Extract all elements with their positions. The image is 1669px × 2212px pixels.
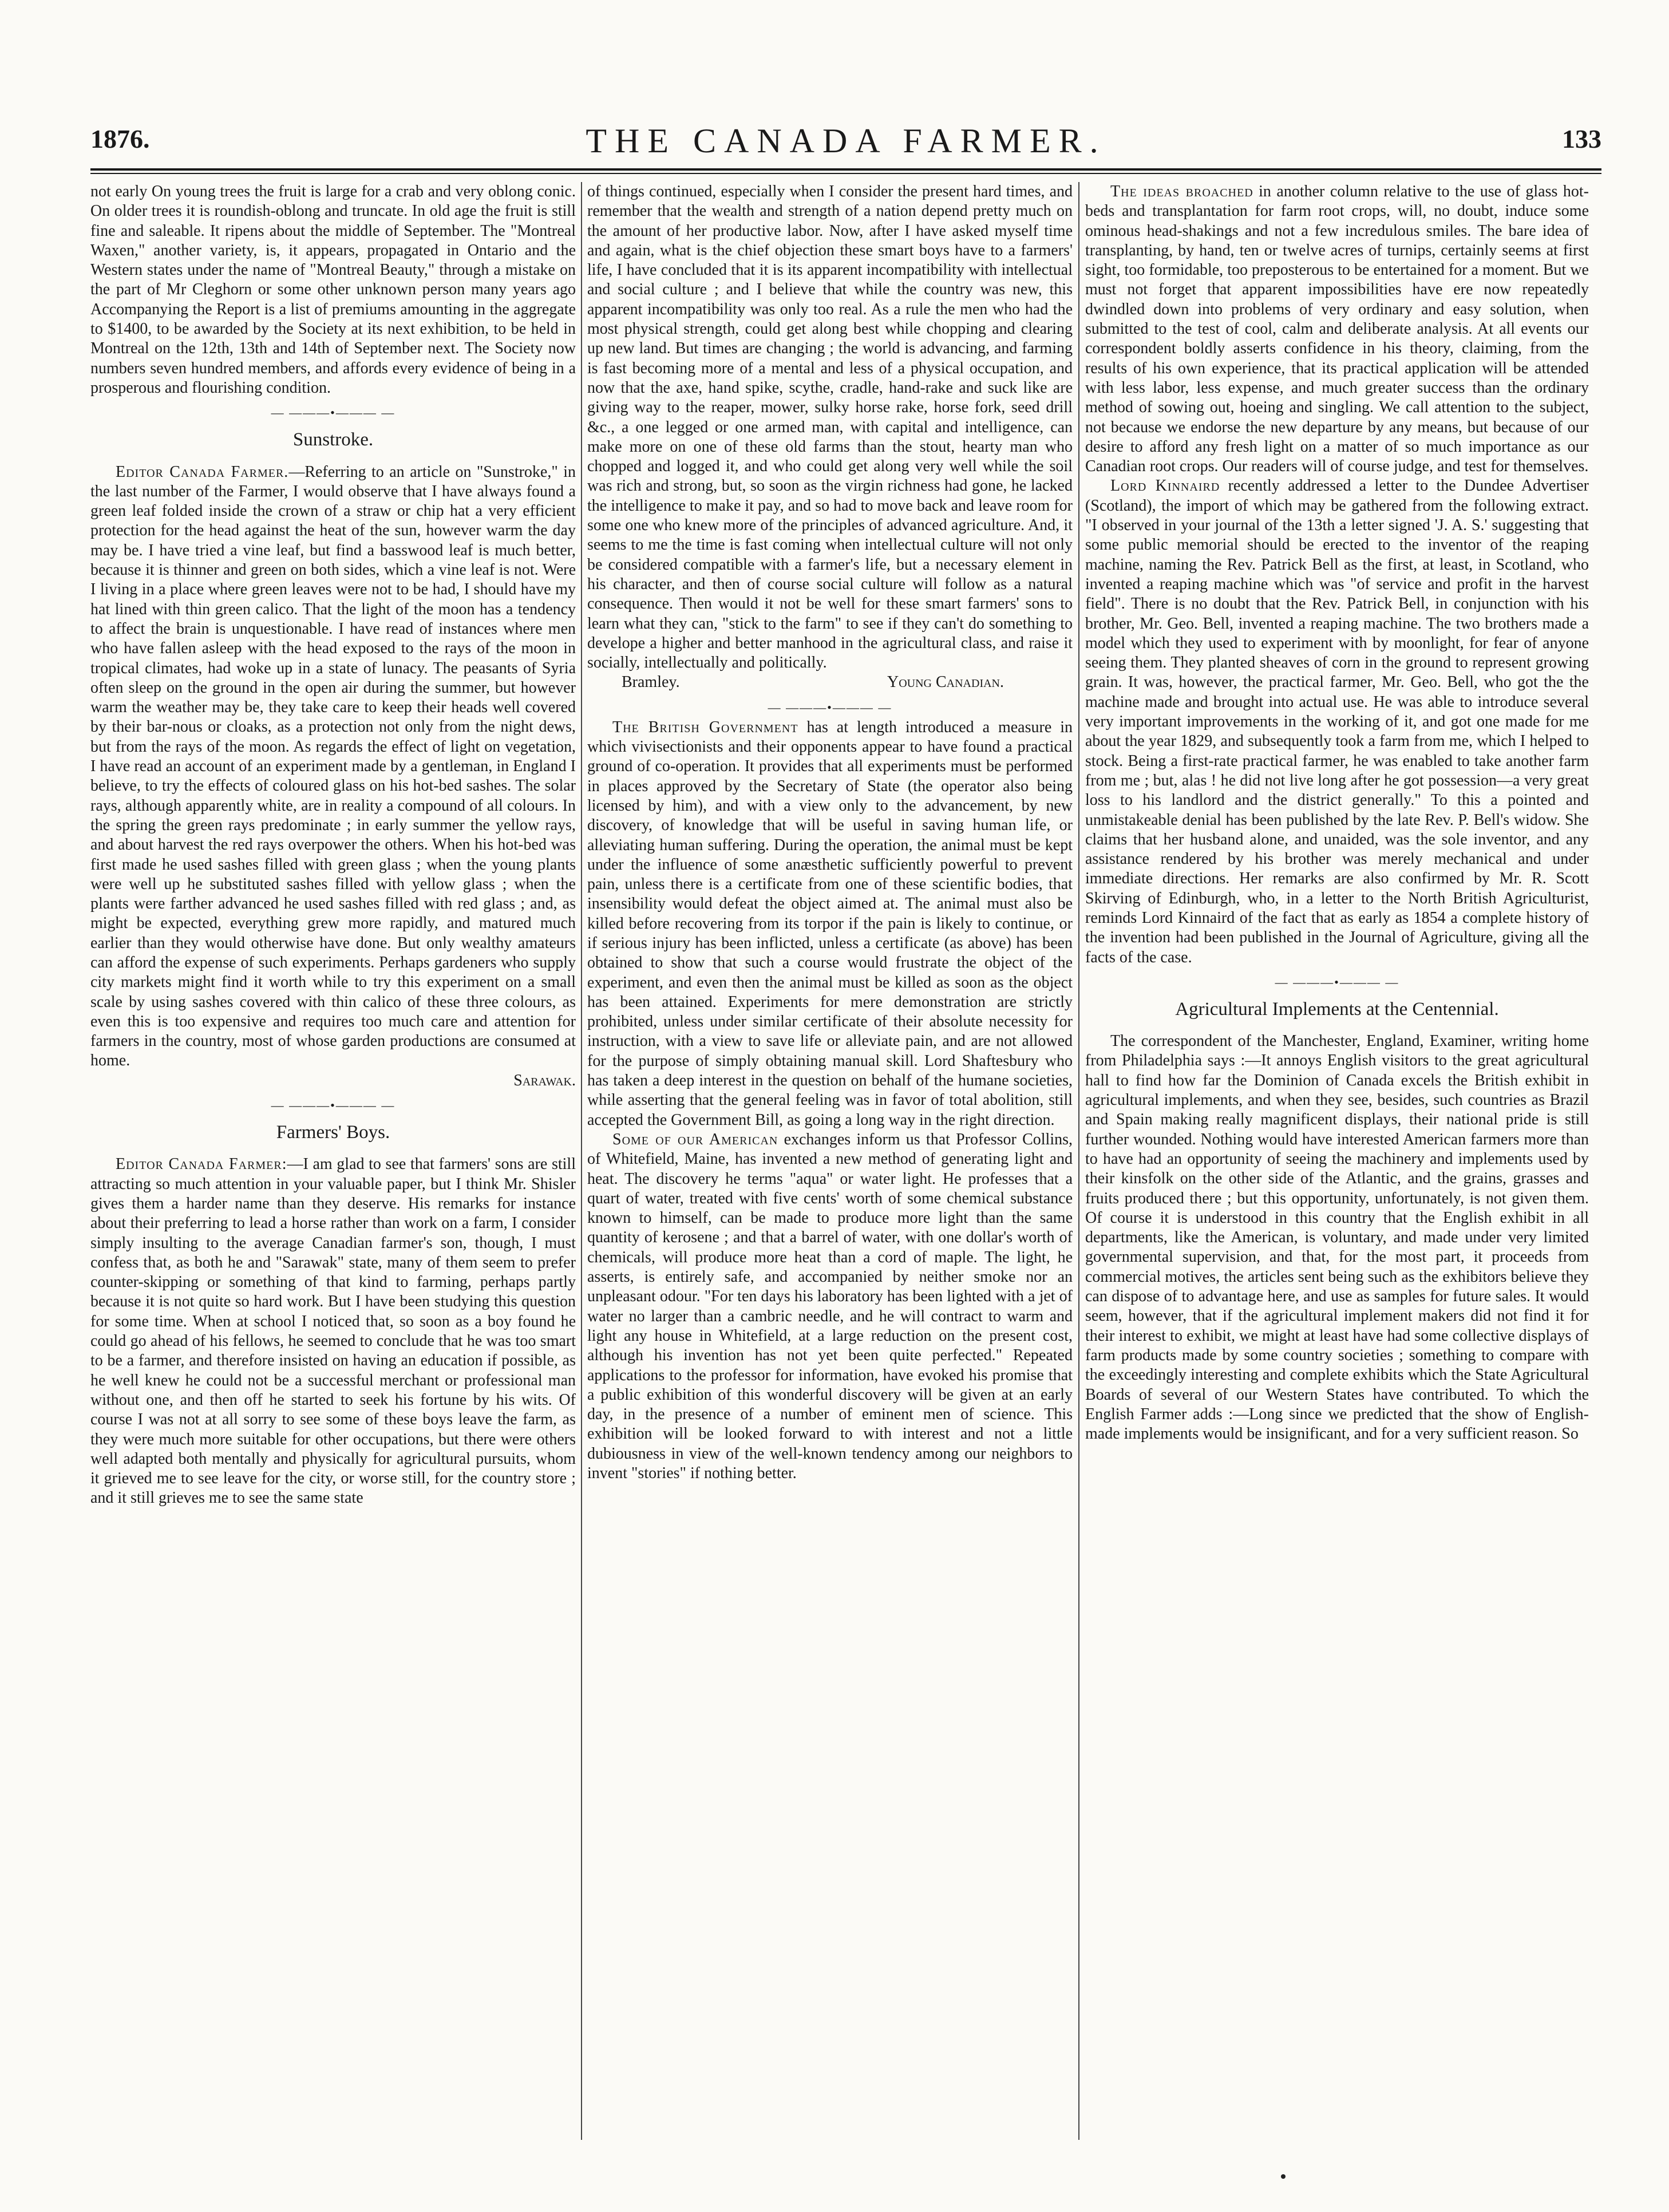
section-ornament: — ———•——— — xyxy=(271,1098,396,1113)
continued-paragraph: not early On young trees the fruit is large for a crab and very oblong conic. On older trees it is roundish-oblong and truncate. In old age the fruit is still fine and saleable. It ripens about the middle of September. The "Montreal Waxen," another variety, is, it appears, propagated in Ontario and the Western states under the name of "Montreal Beauty," through a mistake on the part of Mr Cleghorn or some other unknown person many years ago Accompanying the Report is a list of premiums amounting in the aggregate to $1400, to be awarded by the Society at its next exhibition, to be held in Montreal on the 12th, 13th and 14th of September next. The Society now numbers seven hundred members, and affords every evidence of being in a prosperous and flourishing condition. xyxy=(90,183,576,397)
article-body-farmers-boys xyxy=(90,1155,576,1508)
article-text: has at length introduced a measure in which vivisectionists and their opponents appear to have found a practical ground of co-operation. It provides that all experiments must be performed in places approved by the Secretary of State (the operator also being licensed by him), and with a view only to the advancement, by new discovery, of knowledge that will be useful in saving human life, or alleviating human suffering. During the operation, the animal must be kept under the influence of some anæsthetic sufficiently powerful to prevent pain, unless there is a certificate from one of these scientific bodies, that insensibility would defeat the object aimed at. The animal must also be killed before recovering from its torpor if the pain is likely to continue, or if serious injury has been inflicted, unless a certificate (as above) has been obtained to show that such a course would frustrate the object of the experiment, and even then the animal must be killed as soon as the object has been attained. Experiments for mere demonstration are strictly prohibited, unless under similar certificate of their absolute necessity for instruction, with a view to save life or alleviate pain, and are not allowed for the purpose of simply obtaining manual skill. Lord Shaftesbury who has taken a deep interest in the question on behalf of the humane societies, while asserting that the general feeling was in favor of total abolition, still accepted the Government Bill, as going a long way in the right direction. xyxy=(587,718,1073,1129)
article-lead: Editor Canada Farmer: xyxy=(116,1155,287,1174)
article-text: —I am glad to see that farmers' sons are still attracting so much attention in your valuable paper, but I think Mr. Shisler gives them a harder name than they deserve. His remarks for instance about their preferring to lead a horse rather than work on a farm, I consider simply insulting to the average Canadian farmer's son, though, I must confess that, as both he and "Sarawak" state, many of them seem to prefer counter-skipping or something of that kind to farming, perhaps partly because it is not quite so hard work. But I have been studying this question for some time. When at school I noticed that, so soon as a boy found he could go ahead of his fellows, he seemed to conclude that he was too smart to be a farmer, and therefore insisted on having an education if possible, as he well knew he could not be a successful merchant or professional man without one, and then off he started to seek his fortune by his wits. Of course I was not at all sorry to see some of these boys leave the farm, as they were much more suitable for other occupations, but there were others well adapted both mentally and physically for agricultural pursuits, whom it grieved me to see leave for the city, or worse still, for the country store ; and it still grieves me to see the same state xyxy=(90,1155,576,1507)
signature-place: Bramley. xyxy=(622,673,680,692)
issue-year: 1876. xyxy=(90,124,150,153)
article-body-transplanting xyxy=(1085,182,1589,476)
article-lead: Editor Canada Farmer. xyxy=(116,463,289,481)
section-ornament: — ———•——— — xyxy=(768,700,892,714)
article-text: exchanges inform us that Professor Collins, of Whitefield, Maine, has invented a new method of generating light and heat. The discovery he terms "aqua" or water light. He professes that a quart of water, treated with five cents' worth of some chemical substance known to himself, can be made to produce more light than the same quantity of kerosene ; and that a barrel of water, with one dollar's worth of chemicals, will produce more heat than a cord of maple. The light, he asserts, is entirely safe, and accompanied by neither smoke nor an unpleasant odour. "For ten days his laboratory has been lighted with a jet of water no larger than a cambric needle, and he will contract to warm and light any house in Whitefield, at a large reduction on the present cost, although his invention has not yet been quite perfected." Repeated applications to the professor for information, have evoked his promise that a public exhibition of this wonderful discovery will be given at an early day, in the presence of a number of eminent men of science. This exhibition will be looked forward to with interest and not a little dubiousness in view of the well-known tendency among our neighbors to invent "stories" if nothing better. xyxy=(587,1130,1073,1482)
article-body-kinnaird xyxy=(1085,476,1589,967)
section-ornament: — ———•——— — xyxy=(271,405,396,420)
newspaper-title: THE CANADA FARMER. xyxy=(586,122,1106,160)
page-number: 133 xyxy=(1562,124,1601,153)
article-body-centennial: The correspondent of the Manchester, England, Examiner, writing home from Philadelphia says :—It annoys English visitors to the great agricultural hall to find how far the Dominion of Canada excels the British exhibit in agricultural implements, and when they see, besides, such countries as Brazil and Spain making really magnificent displays, their national pride is still further wounded. Nothing would have interested American farmers more than to have had an opportunity of seeing the machinery and implements used by their kinsfolk on the other side of the Atlantic, and the grains, grasses and fruits produced there ; but this opportunity, unfortunately, is not given them. Of course it is understood in this country that the English exhibit in all departments, like the American, is voluntary, and made under very limited governmental supervision, and that, for the most part, it proceeds from commercial motives, the articles sent being such as the exhibitors believe they can dispose of to advantage here, and use as samples for future sales. It would seem, however, that if the agricultural implement makers did not find it for their interest to exhibit, we might at least have had some collective displays of farm products made by some country societies ; something to compare with the exceedingly interesting and complete exhibits which the State Agricultural Boards of several of our Western States have contributed. To which the English Farmer adds :—Long since we predicted that the show of English-made implements would be insignificant, and for a very sufficient reason. So xyxy=(1085,1032,1589,1443)
column-divider-2 xyxy=(1078,182,1079,2140)
article-heading-farmers-boys: Farmers' Boys. xyxy=(276,1122,390,1143)
masthead xyxy=(90,121,1601,161)
signature-name: Young Canadian. xyxy=(887,673,1004,692)
column-1 xyxy=(90,182,576,2146)
column-3 xyxy=(1085,182,1589,2146)
signature-young-canadian xyxy=(587,673,1073,692)
masthead-rule-thin xyxy=(90,173,1601,174)
signature-sarawak: Sarawak. xyxy=(513,1071,576,1089)
article-heading-centennial: Agricultural Implements at the Centennial. xyxy=(1175,998,1499,1020)
article-lead: The British Government xyxy=(612,718,798,736)
masthead-rule xyxy=(90,168,1601,171)
article-lead: Lord Kinnaird xyxy=(1110,477,1220,495)
article-heading-sunstroke: Sunstroke. xyxy=(292,429,374,451)
article-lead: The ideas broached xyxy=(1110,183,1253,200)
article-text: —Referring to an article on "Sunstroke," in the last number of the Farmer, I would observe that I have always found a green leaf folded inside the crown of a straw or chip hat a very efficient protection for the head against the heat of the sun, however warm the day may be. I have tried a vine leaf, but find a basswood leaf is much better, because it is thinner and green on both sides, which a vine leaf is not. Were I living in a place where green leaves were not to be had, I should have my hat lined with thin green calico. That the light of the moon has a tendency to affect the brain is unquestionable. I have read of instances where men who have fallen asleep with the head exposed to the rays of the moon in tropical climates, had woke up in a state of lunacy. The peasants of Syria often sleep on the ground in the open air during the summer, but however warm the weather may be, they take care to keep their heads well covered by their bar-nous or cloaks, as a protection not only from the night dews, but from the rays of the moon. As regards the effect of light on vegetation, I have read an account of an experiment made by a gentleman, in England I believe, to try the effects of coloured glass on his hot-bed sashes. The solar rays, although apparently white, are in reality a compound of all colours. In the spring the green rays predominate ; in early summer the yellow rays, and about harvest the red rays overpower the others. When his hot-bed was first made he used sashes filled with green glass ; when the young plants were well up he substituted sashes filled with yellow glass ; when the plants were farther advanced he used sashes filled with red glass ; and, as might be expected, everything grew more rapidly, and matured much earlier than they would otherwise have done. But only wealthy amateurs can afford the expense of such experiments. Perhaps gardeners who supply city markets might find it worth while to try this experiment on a small scale by using sashes covered with thin calico of these three colours, as even this is too expensive and requires too much care and attention for farmers in the country, most of whose garden productions are consumed at home. xyxy=(90,463,576,1070)
article-text: recently addressed a letter to the Dundee Advertiser (Scotland), the import of which may be gathered from the following extract. "I observed in your journal of the 13th a letter signed 'J. A. S.' suggesting that some public memorial should be erected to the inventor of the reaping machine, naming the Rev. Patrick Bell as the first, at least, in Scotland, who invented a reaping machine which was "of service and profit in the harvest field". There is no doubt that the Rev. Patrick Bell, in conjunction with his brother, Mr. Geo. Bell, invented a reaping machine. The two brothers made a model which they used to experiment with by moonlight, for fear of anyone seeing them. They planted sheaves of corn in the ground to represent growing grain. It was, however, the practical farmer, Mr. Geo. Bell, who got the the machine made and brought into actual use. He was able to introduce several very important improvements in the working of it, and got one made for me about the year 1829, and subsequently took a farm from me, which I helped to stock. Being a first-rate practical farmer, he was enabled to take another farm from me ; but, alas ! he did not live long after he got possession—a very great loss to his landlord and the district generally." To this a pointed and unmistakeable denial has been published by the late Rev. P. Bell's widow. She claims that her husband alone, and unaided, was the sole inventor, and any assistance rendered by his brother was merely mechanical and under immediate directions. Her remarks are also confirmed by Mr. R. Scott Skirving of Edinburgh, who, in a letter to the North British Agriculturist, reminds Lord Kinnaird of the fact that as early as 1854 a complete history of the invention had been published in the Journal of Agriculture, giving all the facts of the case. xyxy=(1085,477,1589,966)
column-2 xyxy=(587,182,1073,2146)
article-lead: Some of our American xyxy=(612,1130,778,1148)
article-body-british-government xyxy=(587,718,1073,1130)
section-ornament: — ———•——— — xyxy=(1275,974,1399,989)
article-body-aqua-light xyxy=(587,1130,1073,1483)
article-body-sunstroke xyxy=(90,463,576,1071)
article-text: in another column relative to the use of glass hot-beds and transplantation for farm root crops, will, no doubt, induce some ominous head-shakings and not a few incredulous smiles. The bare idea of transplanting, by hand, ten or twelve acres of turnips, certainly seems at first sight, too formidable, too preposterous to be entertained for a moment. But we must not forget that apparent impossibilities have ere now repeatedly dwindled down into problems of very ordinary and easy solution, when submitted to the test of cool, calm and deliberate analysis. At all events our correspondent boldly asserts confidence in his theory, claiming, from the results of his own experience, that its practical application will be attended with less labor, less expense, and much greater success than the ordinary method of sowing out, hoeing and singling. We call attention to the subject, not because we endorse the new departure by any means, but because of our desire to afford any fresh light on a matter of so much importance as our Canadian root crops. Our readers will of course judge, and test for themselves. xyxy=(1085,183,1589,476)
column-divider-1 xyxy=(581,182,582,2140)
print-dot xyxy=(1281,2174,1286,2179)
continued-paragraph: of things continued, especially when I consider the present hard times, and remember that the wealth and strength of a nation depend pretty much on the amount of her productive labor. Now, after I have asked myself time and again, what is the chief objection these smart boys have to a farmers' life, I have concluded that it is its apparent incompatibility with intellectual and social culture ; and I believe that while the country was new, this apparent incompatibility was only too real. As a rule the men who had the most physical strength, could get along best while chopping and clearing up new land. But times are changing ; the world is advancing, and farming is fast becoming more of a mental and less of a physical occupation, and now that the axe, hand spike, scythe, cradle, hand-rake and suck like are giving way to the reaper, mower, sulky horse rake, horse fork, seed drill &c., a one legged or one armed man, with capital and intelligence, can make more on one of these old farms than the stout, hearty man who chopped and logged it, and who could get along very well while the soil was rich and strong, but, so soon as the virgin richness had gone, he lacked the intelligence to make it pay, and so had to move back and leave room for some one who knew more of the principles of advanced agriculture. And, it seems to me the time is fast coming when intellectual culture will not only be considered compatible with a farmer's life, but a necessary element in his character, and then of course social culture will follow as a natural consequence. Then would it not be well for these smart farmers' sons to learn what they can, "stick to the farm" to see if they can't do something to develope a higher and better manhood in the agricultural class, and raise it socially, intellectually and politically. xyxy=(587,183,1073,672)
